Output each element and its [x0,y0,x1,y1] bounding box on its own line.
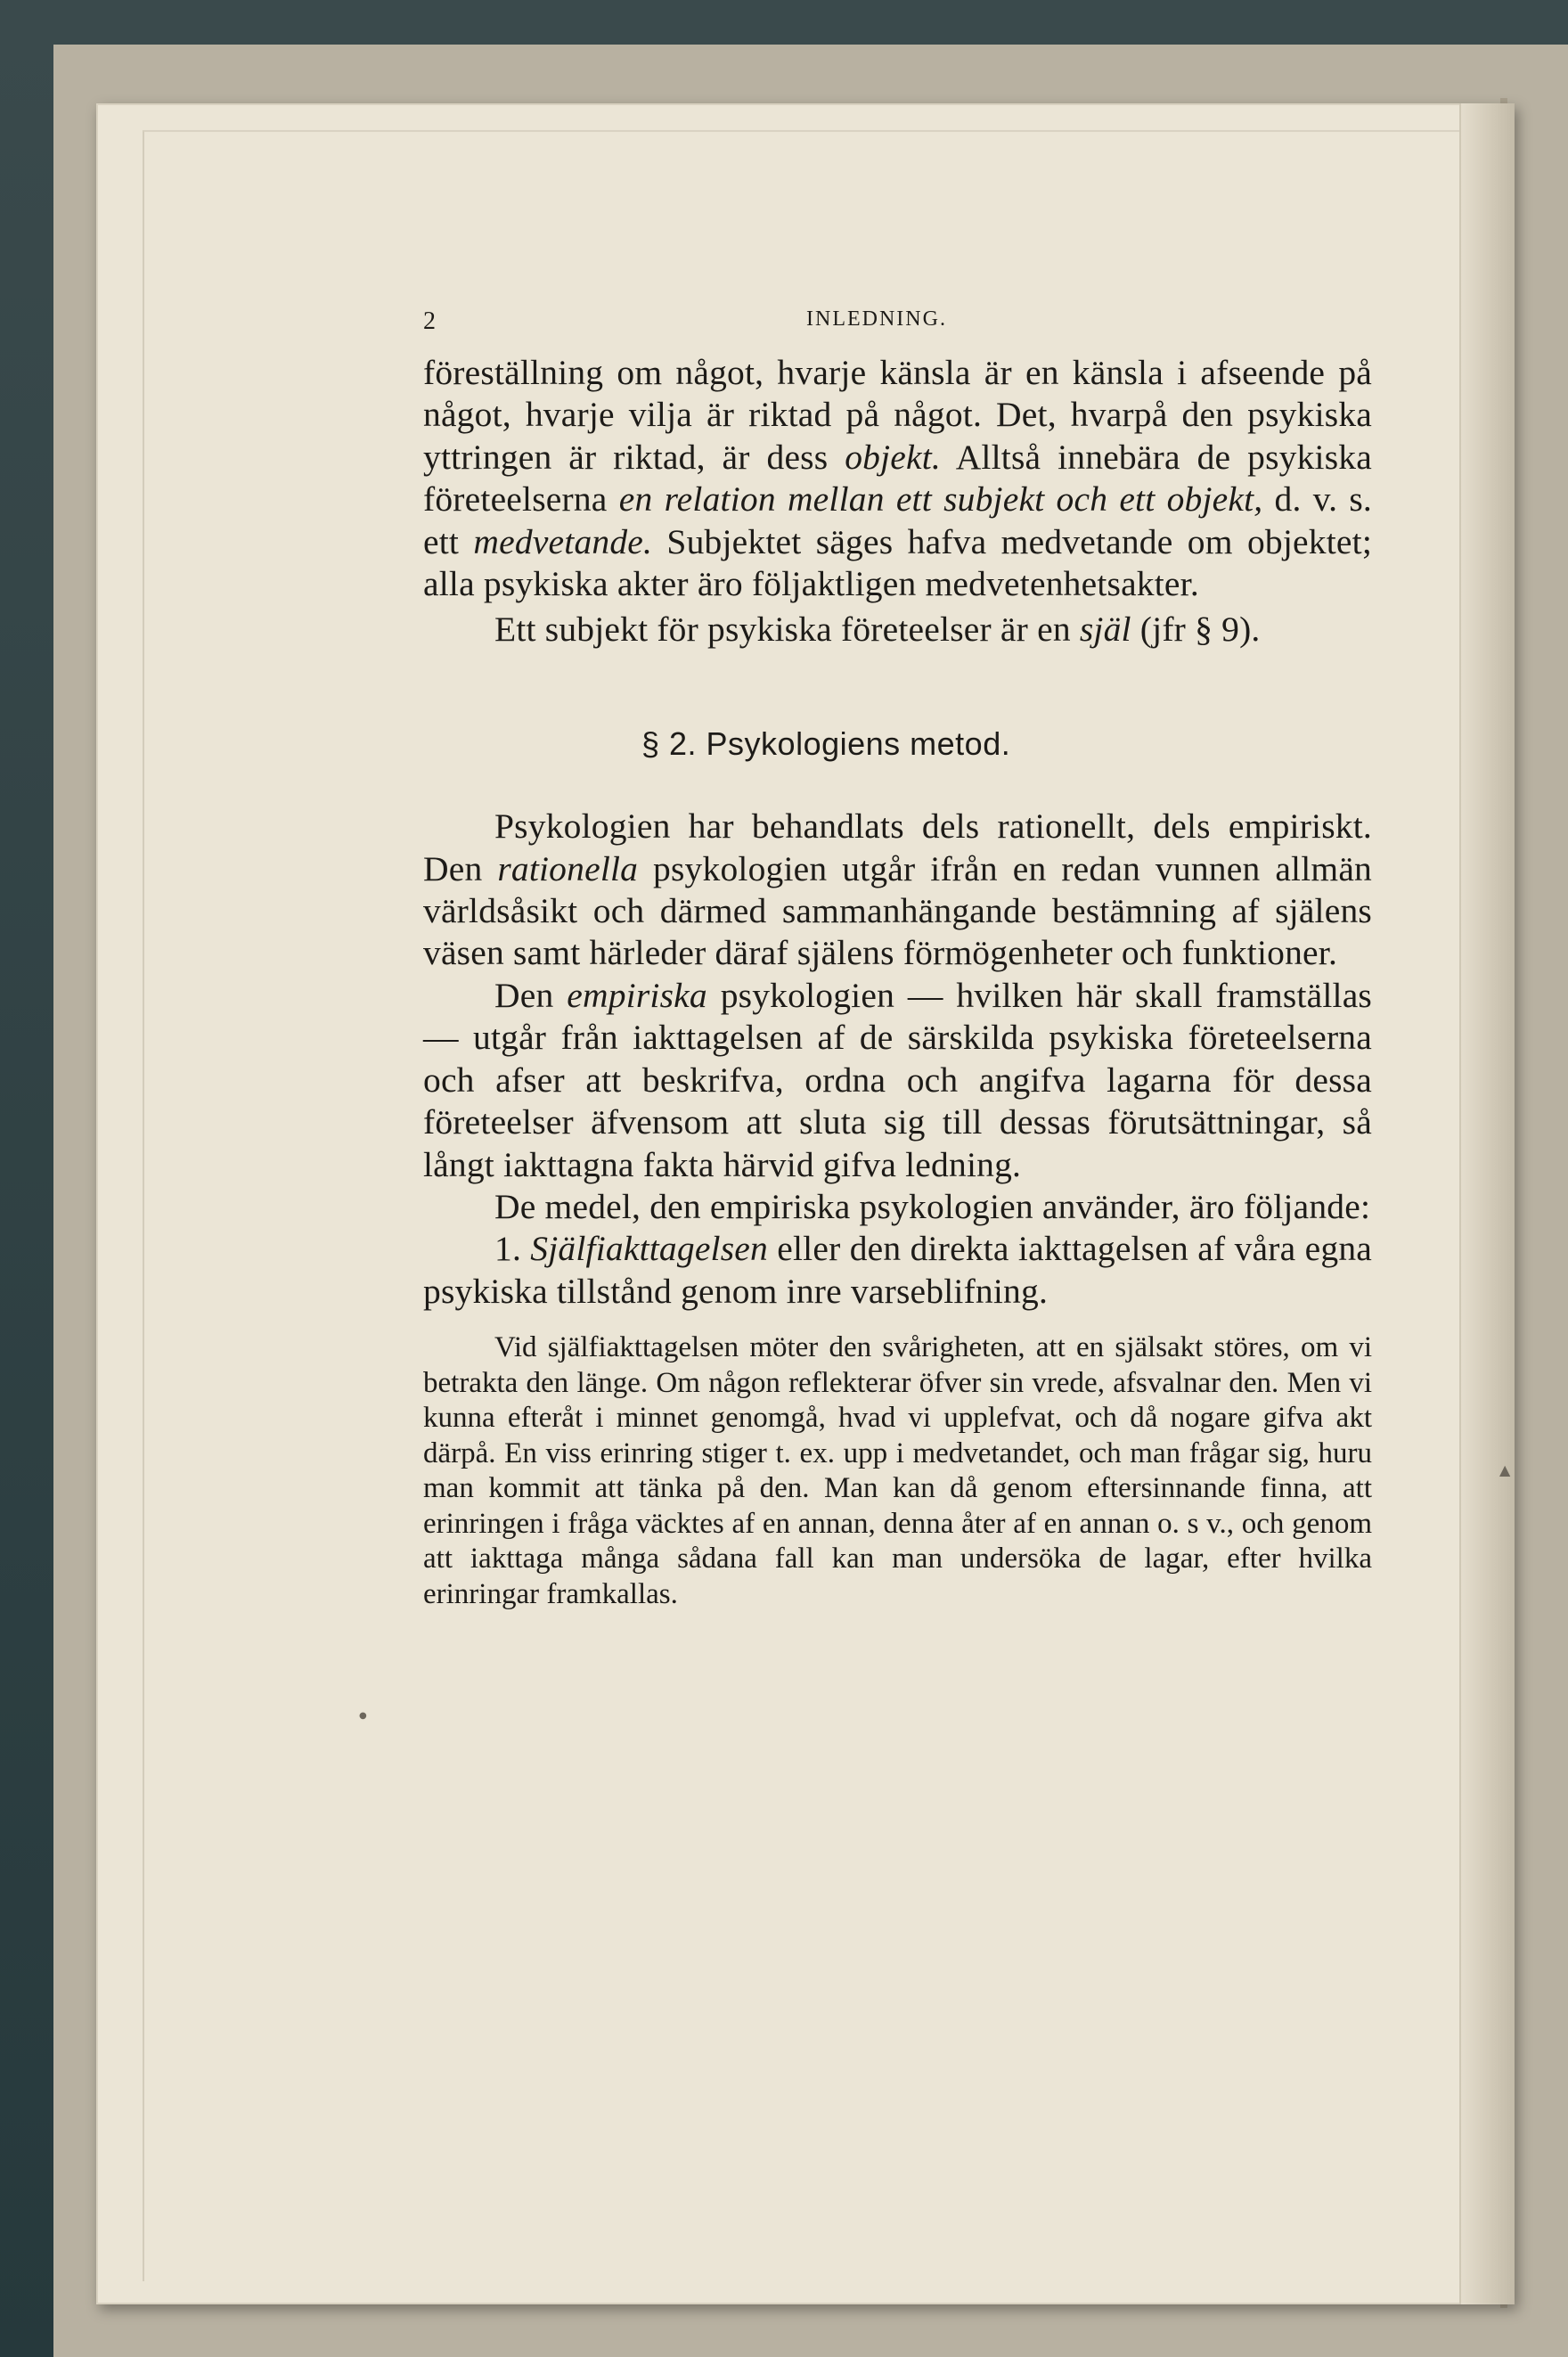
paragraph-6 [423,1228,1372,1313]
para6-italic-1: Själfiakttagelsen [530,1229,768,1269]
para1-italic-2: en relation mellan ett subjekt och ett objekt, [618,479,1263,520]
paragraph-5 [423,1186,1372,1228]
note-paragraph: Vid själfiakttagelsen möter den svårigheten, att en själsakt störes, om vi betrakta den länge. Om någon reflekterar öfver sin vrede, afsvalnar den. Men vi kunna efteråt i minnet genomgå, hvad vi upplefvat, och då nogare gifva akt därpå. En viss erinring stiger t. ex. upp i medvetandet, och man frågar sig, huru man kommit att tänka på den. Man kan då genom eftersinnande finna, att erinringen i fråga väcktes af en annan, denna åter af en annan o. s v., och genom att iakttaga många sådana fall kan man undersöka de lagar, efter hvilka erinringar framkallas. [423,1331,1372,1610]
running-title: INLEDNING. [806,307,947,331]
para1-italic-3: medvetande. [473,521,653,561]
page-text-block [423,307,1372,1612]
paragraph-4 [423,975,1372,1186]
para4-text-2: psykologien — hvilken här skall framställas — utgår från iakttagelsen af de särskilda psykiska företeelserna och afser att beskrifva, ordna och angifva lagarna för dessa företeelser äfvensom att sluta sig till dessas förutsättningar, så långt iakttagna fakta härvid gifva ledning. [423,975,1372,1184]
page-gutter [1459,103,1515,2304]
main-text [423,352,1372,1313]
para1-text-1: föreställning om något, hvarje känsla är en känsla i afseende på något, hvarje vilja är riktad på något. Det, hvarpå den psykiska yttringen är riktad, är dess [423,353,1372,477]
para5-text-1: De medel, den empiriska psykologien använder, äro följande: [494,1186,1371,1226]
para2-text-1: Ett subjekt för psykiska företeelser är en [494,610,1080,650]
running-header [423,307,1372,352]
paragraph-1 [423,352,1372,605]
para3-text-2: psykologien utgår ifrån en redan vunnen allmän världsåsikt och därmed sammanhängande bestämning af själens väsen samt härleder däraf själens förmögenheter och funktioner. [423,848,1373,973]
para1-text-4: Subjektet säges hafva medvetande om objektet; alla psykiska akter äro följaktligen medvetenhetsakter. [423,521,1372,604]
para4-italic-1: empiriska [567,975,707,1015]
para1-text-2: Alltså innebära de psykiska företeelserna [423,437,1372,520]
paragraph-2 [423,609,1372,651]
section-heading: § 2. Psykologiens metod. [641,724,1011,762]
para1-text-3: d. v. s. ett [423,479,1372,561]
page-number: 2 [423,307,437,335]
para6-text-1: 1. [494,1229,531,1269]
para2-text-2: (jfr § 9). [1131,610,1261,650]
para3-italic-1: rationella [497,848,639,888]
paragraph-3 [423,806,1372,975]
margin-dot: ● [359,1711,367,1721]
margin-mark: ▲ [1499,1461,1511,1478]
para6-text-2: eller den direkta iakttagelsen af våra egna psykiska tillstånd genom inre varseblifning. [423,1229,1372,1311]
small-print-note [423,1330,1372,1612]
para3-text-1: Psykologien har behandlats dels rationellt, dels empiriskt. Den [423,806,1372,888]
para4-text-1: Den [494,975,568,1015]
para1-italic-1: objekt. [845,437,941,477]
para2-italic-1: själ [1079,610,1131,650]
